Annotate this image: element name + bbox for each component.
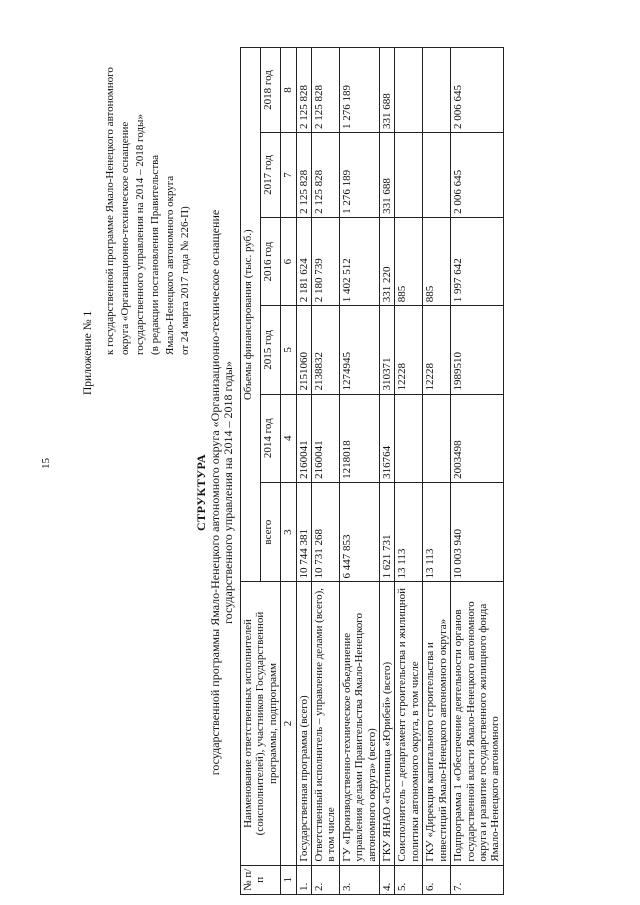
table-row [296, 48, 311, 895]
cell-2015: 2151060 [296, 306, 311, 394]
cell-2017 [395, 132, 423, 217]
document-title [195, 140, 236, 845]
cell-2018 [395, 48, 423, 133]
cell-total: 13 113 [423, 482, 451, 582]
row-number: 1. [296, 865, 311, 894]
row-number: 6. [423, 865, 451, 894]
cell-2018: 331 688 [380, 48, 395, 133]
table-row [423, 48, 451, 895]
cell-2016: 1 402 512 [339, 217, 379, 305]
row-name: ГКУ ЯНАО «Гостиница «Юрибей» (всего) [380, 582, 395, 865]
table-row [451, 48, 504, 895]
header-total: всего [261, 482, 281, 582]
cell-2017: 1 276 189 [339, 132, 379, 217]
cell-total: 6 447 853 [339, 482, 379, 582]
header-num: № п/п [241, 865, 281, 894]
cell-2015: 1274945 [339, 306, 379, 394]
column-number: 7 [281, 132, 296, 217]
cell-2014: 2003498 [451, 394, 504, 482]
annex-line: Ямало-Ненецкого автономного округа [164, 175, 176, 355]
cell-2015: 310371 [380, 306, 395, 394]
cell-2018: 2 125 828 [296, 48, 311, 133]
cell-2017: 2 125 828 [296, 132, 311, 217]
cell-2016: 2 181 624 [296, 217, 311, 305]
annex-reference [103, 0, 193, 355]
cell-2014 [423, 394, 451, 482]
row-number: 7. [451, 865, 504, 894]
cell-2018: 2 125 828 [312, 48, 340, 133]
column-number: 6 [281, 217, 296, 305]
cell-2017: 2 006 645 [451, 132, 504, 217]
column-number: 3 [281, 482, 296, 582]
page-number: 15 [40, 458, 52, 469]
column-number: 2 [281, 582, 296, 865]
table-row [395, 48, 423, 895]
structure-table [240, 47, 504, 895]
cell-2016: 885 [395, 217, 423, 305]
row-name: ГУ «Производственно-техническое объединение управления делами Правительства Ямало-Ненецкого автономного округа» (всего) [339, 582, 379, 865]
cell-2014: 2160041 [312, 394, 340, 482]
cell-2014: 1218018 [339, 394, 379, 482]
cell-2014 [395, 394, 423, 482]
column-number: 1 [281, 865, 296, 894]
row-name: Государственная программа (всего) [296, 582, 311, 865]
title-line: государственного управления на 2014 – 2018 годы» [221, 361, 235, 624]
column-number-row [281, 48, 296, 895]
cell-total: 1 621 731 [380, 482, 395, 582]
row-name: Подпрограмма 1 «Обеспечение деятельности органов государственной власти Ямало-Ненецкого автономного округа и развитие государственного жилищного фонда Ямало-Ненецкого автономного [451, 582, 504, 865]
cell-2016: 331 220 [380, 217, 395, 305]
cell-2016: 1 997 642 [451, 217, 504, 305]
table-row [339, 48, 379, 895]
header-year: 2014 год [261, 394, 281, 482]
cell-2015: 2138832 [312, 306, 340, 394]
annex-title: Приложение № 1 [82, 310, 94, 395]
cell-2018: 2 006 645 [451, 48, 504, 133]
cell-2014: 316764 [380, 394, 395, 482]
cell-total: 13 113 [395, 482, 423, 582]
column-number: 4 [281, 394, 296, 482]
row-name: Соисполнитель – департамент строительства и жилищной политики автономного округа, в том числе [395, 582, 423, 865]
table-row [312, 48, 340, 895]
table-header-row [241, 48, 261, 895]
title-heading: СТРУКТУРА [194, 454, 208, 531]
header-year: 2018 год [261, 48, 281, 133]
row-name: ГКУ «Дирекция капитального строительства и инвестиций Ямало-Ненецкого автономного округа» [423, 582, 451, 865]
row-number: 5. [395, 865, 423, 894]
cell-2015: 12228 [395, 306, 423, 394]
header-year: 2016 год [261, 217, 281, 305]
column-number: 5 [281, 306, 296, 394]
cell-total: 10 731 268 [312, 482, 340, 582]
cell-2015: 1989510 [451, 306, 504, 394]
table-row [380, 48, 395, 895]
cell-2016: 2 180 739 [312, 217, 340, 305]
annex-line: к государственной программе Ямало-Ненецкого автономного [104, 67, 116, 355]
row-number: 2. [312, 865, 340, 894]
cell-2017: 331 688 [380, 132, 395, 217]
cell-total: 10 744 381 [296, 482, 311, 582]
annex-line: (в редакции постановления Правительства [149, 154, 161, 355]
header-year: 2015 год [261, 306, 281, 394]
cell-2016: 885 [423, 217, 451, 305]
annex-line: от 24 марта 2017 года № 226-П) [179, 206, 191, 355]
cell-2015: 12228 [423, 306, 451, 394]
header-name: Наименование ответственных исполнителей (соисполнителей), участников Государственной программы, подпрограмм [241, 582, 281, 865]
header-year: 2017 год [261, 132, 281, 217]
row-number: 4. [380, 865, 395, 894]
cell-2017 [423, 132, 451, 217]
cell-2014: 2160041 [296, 394, 311, 482]
cell-2017: 2 125 828 [312, 132, 340, 217]
annex-line: округа «Организационно-техническое оснащение [119, 121, 131, 355]
column-number: 8 [281, 48, 296, 133]
row-name: Ответственный исполнитель – управление делами (всего), в том числе [312, 582, 340, 865]
header-volumes: Объемы финансирования (тыс. руб.) [241, 48, 261, 582]
annex-line: государственного управления на 2014 – 2018 годы» [134, 114, 146, 355]
title-line: государственной программы Ямало-Ненецкого автономного округа «Организационно-техническое оснащение [207, 209, 222, 776]
cell-total: 10 003 940 [451, 482, 504, 582]
row-number: 3. [339, 865, 379, 894]
cell-2018: 1 276 189 [339, 48, 379, 133]
cell-2018 [423, 48, 451, 133]
